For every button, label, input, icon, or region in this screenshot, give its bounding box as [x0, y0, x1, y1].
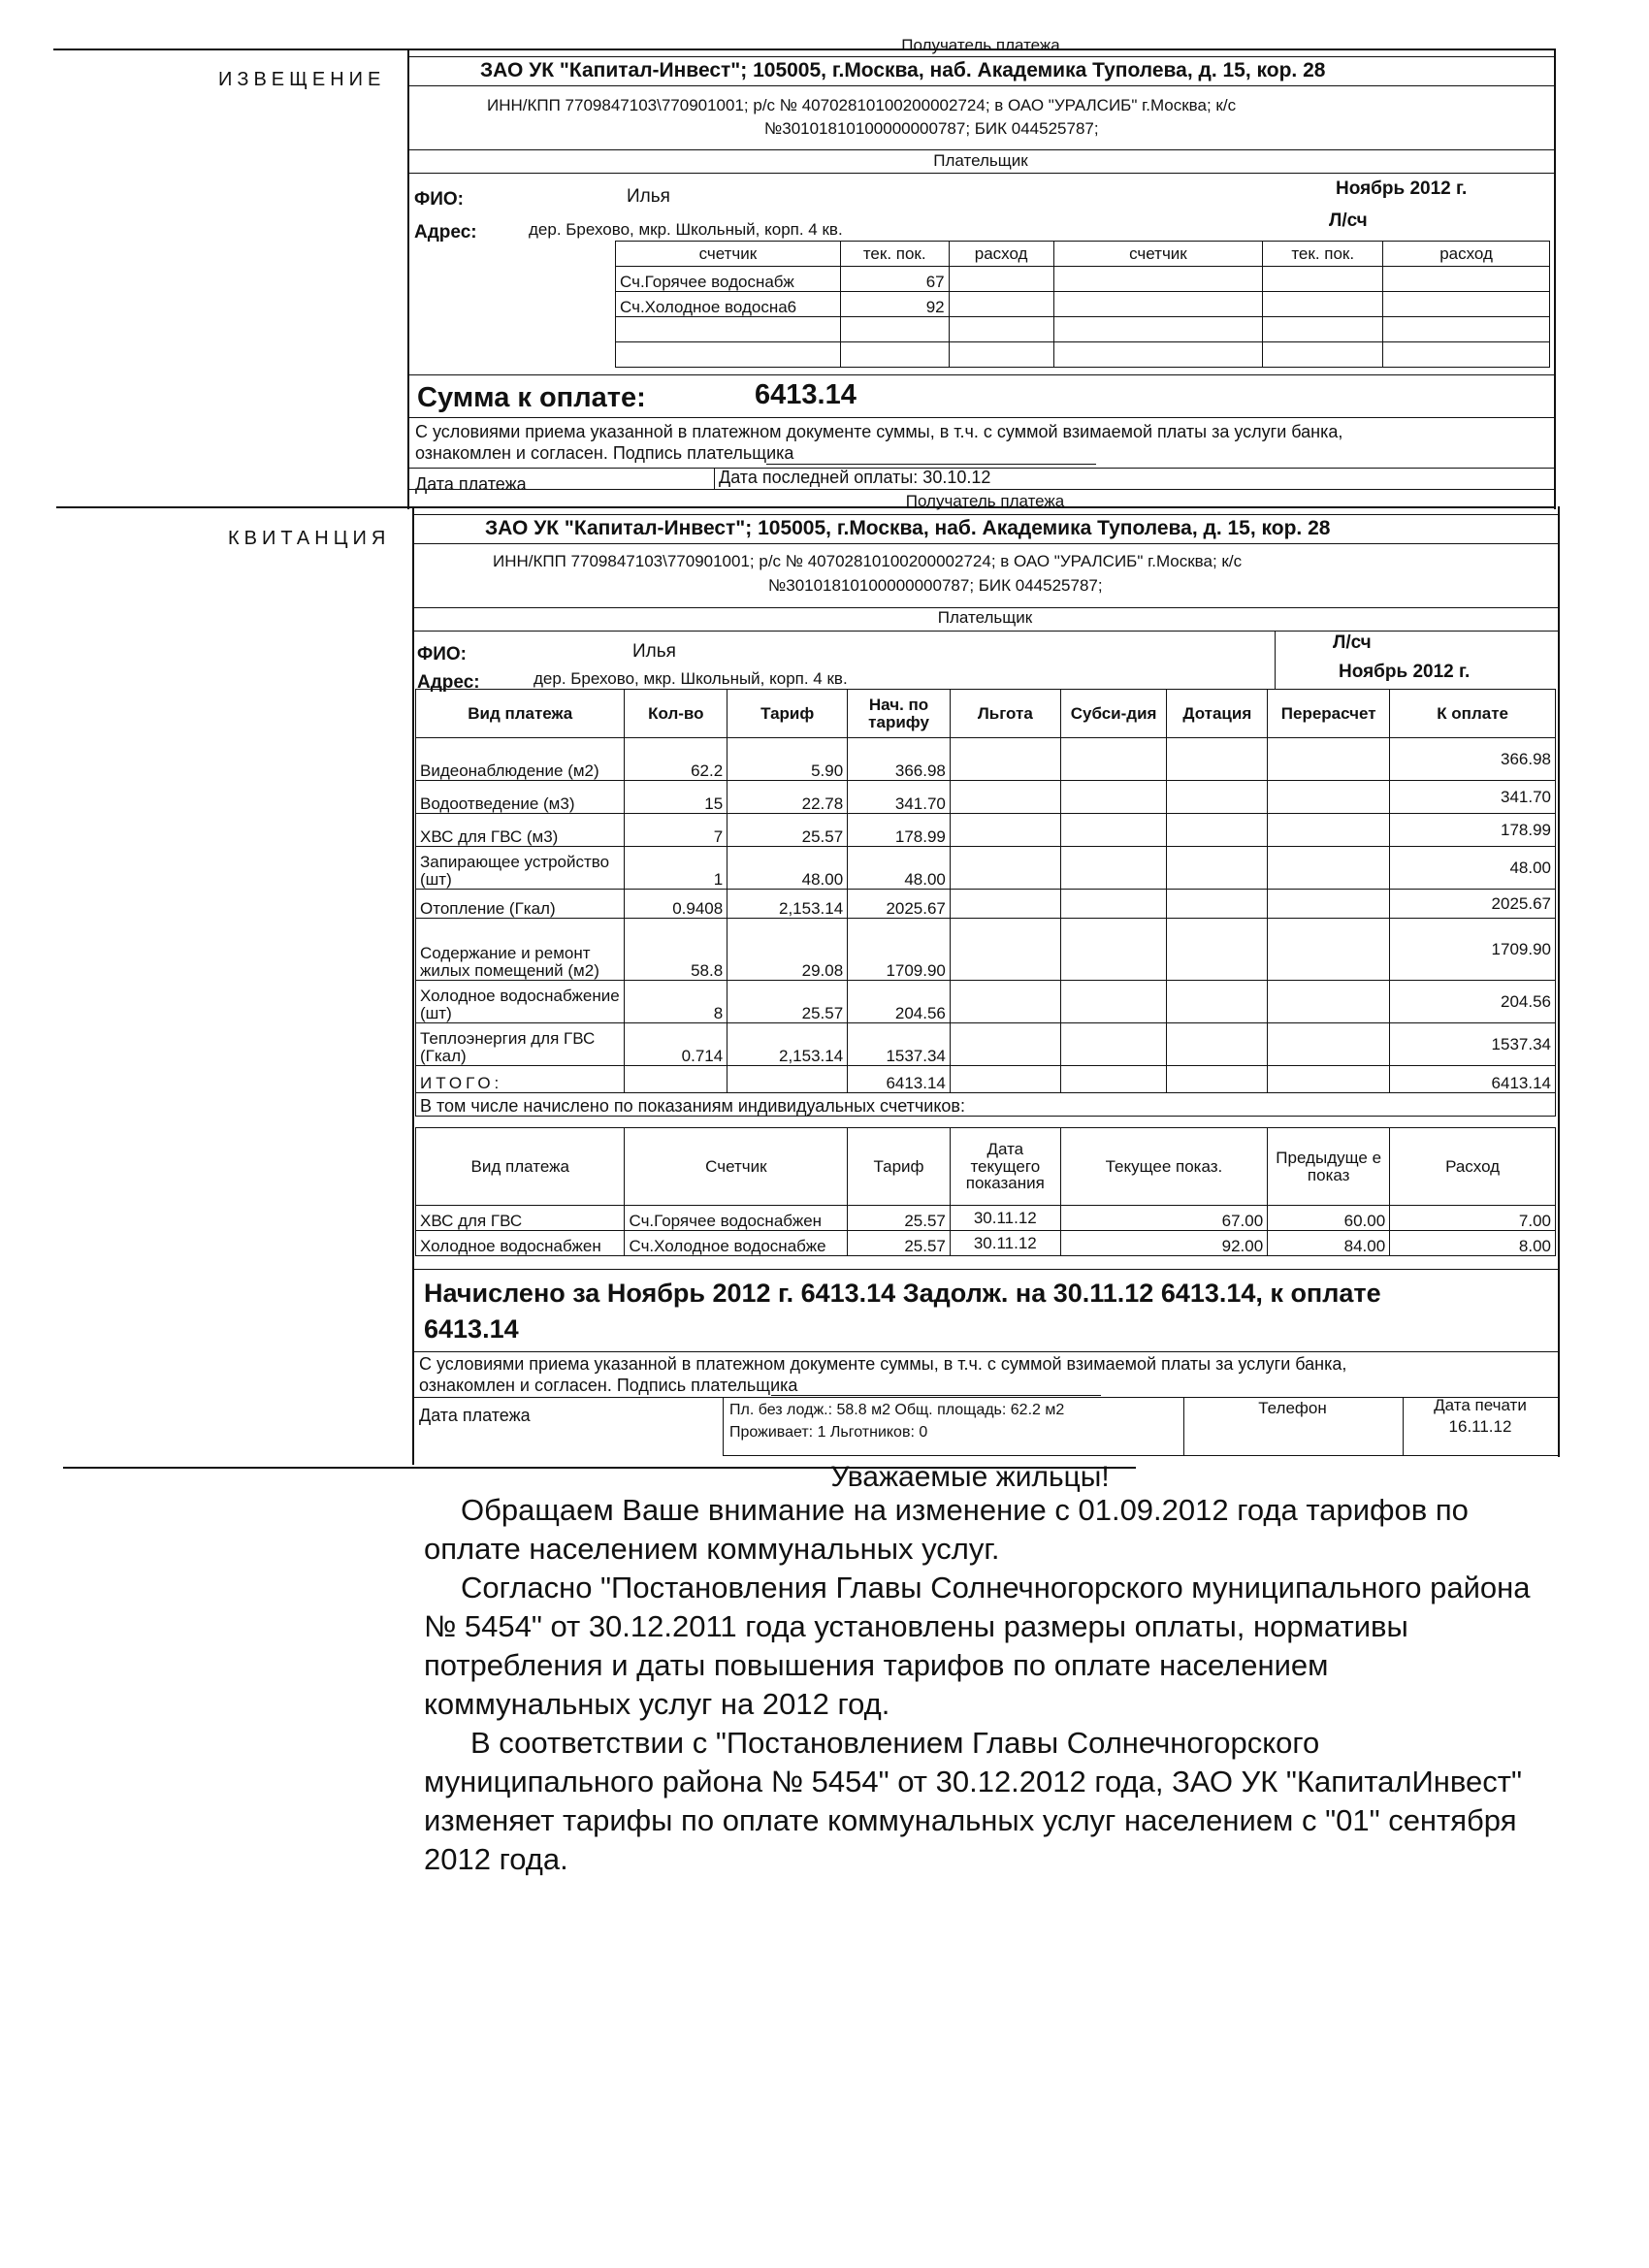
total-label: ИТОГО:	[416, 1066, 625, 1093]
fio-value: Илья	[627, 186, 670, 207]
qty: 62.2	[625, 738, 728, 781]
meter-name: Сч.Холодное водосна6	[616, 292, 841, 317]
accrued: 204.56	[848, 981, 951, 1023]
divider	[407, 149, 1554, 150]
account-label: Л/сч	[1329, 211, 1368, 231]
empty-cell	[1060, 738, 1167, 781]
accrued: 1709.90	[848, 919, 951, 981]
tariff: 25.57	[728, 814, 848, 847]
notice-right-rule	[1554, 49, 1556, 509]
individual-caption: В том числе начислено по показаниям индивидуальных счетчиков:	[416, 1093, 1556, 1117]
empty-cell	[1268, 1066, 1390, 1093]
empty-cell	[1053, 317, 1263, 342]
divider	[412, 1351, 1558, 1352]
tariff: 25.57	[848, 1231, 951, 1256]
empty-cell	[1268, 919, 1390, 981]
accrued: 2025.67	[848, 890, 951, 919]
empty-cell	[950, 1066, 1060, 1093]
header-previous-reading: Предыдуще е показ	[1268, 1128, 1390, 1206]
header-discount: Льгота	[950, 690, 1060, 738]
empty-cell	[1060, 1023, 1167, 1066]
recipient-bank-line1: ИНН/КПП 7709847103\770901001; р/с № 40702810100200002724; в ОАО "УРАЛСИБ" г.Москва; к/с	[487, 96, 1237, 114]
table-row	[416, 890, 1556, 919]
header-tariff: Тариф	[848, 1128, 951, 1206]
table-row	[416, 919, 1556, 981]
receipt-right-rule	[1558, 506, 1560, 1457]
header-current-reading: Текущее показ.	[1060, 1128, 1267, 1206]
empty-cell	[1060, 781, 1167, 814]
divider	[412, 1269, 1558, 1270]
address-label: Адрес:	[417, 672, 480, 693]
address-value: дер. Брехово, мкр. Школьный, корп. 4 кв.	[529, 220, 843, 239]
divider	[714, 468, 715, 489]
empty-cell	[1263, 317, 1383, 342]
fio-value: Илья	[632, 641, 676, 662]
empty-cell	[1268, 738, 1390, 781]
divider	[412, 514, 1558, 515]
meter-header: счетчик	[616, 242, 841, 267]
table-row	[616, 292, 1550, 317]
signature-line	[771, 1395, 1101, 1396]
divider	[407, 417, 1554, 418]
to-pay: 1709.90	[1390, 919, 1556, 981]
header-payment-type: Вид платежа	[416, 1128, 625, 1206]
residents-info: Проживает: 1 Льготников: 0	[729, 1424, 928, 1441]
consent-line1: С условиями приема указанной в платежном документе суммы, в т.ч. с суммой взимаемой платы за услуги банка,	[419, 1354, 1347, 1374]
to-pay: 2025.67	[1390, 890, 1556, 919]
header-reading-date: Дата текущего показания	[950, 1128, 1060, 1206]
empty-cell	[1263, 342, 1383, 368]
empty-cell	[1263, 292, 1383, 317]
empty-cell	[1167, 738, 1268, 781]
letter-body	[424, 1491, 1539, 1879]
to-pay: 204.56	[1390, 981, 1556, 1023]
table-row	[416, 1023, 1556, 1066]
fio-label: ФИО:	[417, 644, 467, 664]
meter-header: счетчик	[1053, 242, 1263, 267]
accrued: 341.70	[848, 781, 951, 814]
notice-meters-table	[615, 241, 1550, 368]
header-payment-type: Вид платежа	[416, 690, 625, 738]
empty-cell	[616, 342, 841, 368]
divider	[412, 1397, 1558, 1398]
total-row	[416, 1066, 1556, 1093]
empty-cell	[1268, 814, 1390, 847]
payment-type: Запирающее устройство (шт)	[416, 847, 625, 890]
last-payment-date: Дата последней оплаты: 30.10.12	[719, 468, 991, 487]
empty-cell	[1060, 1066, 1167, 1093]
summary-line1: Начислено за Ноябрь 2012 г. 6413.14 Задолж. на 30.11.12 6413.14, к оплате	[424, 1279, 1381, 1308]
header-to-pay: К оплате	[1390, 690, 1556, 738]
tariff: 22.78	[728, 781, 848, 814]
payment-type: Теплоэнергия для ГВС (Гкал)	[416, 1023, 625, 1066]
empty-cell	[1383, 317, 1550, 342]
previous-reading: 60.00	[1268, 1206, 1390, 1231]
divider	[407, 56, 1554, 57]
meter-name: Сч.Горячее водоснабжен	[625, 1206, 848, 1231]
table-row	[416, 781, 1556, 814]
empty-cell	[1268, 981, 1390, 1023]
receipt-pay-date: Дата платежа	[419, 1406, 531, 1425]
divider	[723, 1455, 1558, 1456]
empty-cell	[1060, 981, 1167, 1023]
payment-type: ХВС для ГВС	[416, 1206, 625, 1231]
table-row	[416, 981, 1556, 1023]
notice-section-label: ИЗВЕЩЕНИЕ	[218, 69, 386, 90]
meter-usage	[949, 292, 1053, 317]
recipient-bank-line2: №30101810100000000787; БИК 044525787;	[764, 119, 1099, 138]
header-qty: Кол-во	[625, 690, 728, 738]
letter-paragraph: В соответствии с "Постановлением Главы Солнечногорского муниципального района № 5454" от 30.12.2012 года, ЗАО УК "КапиталИнвест" изменяет тарифы по оплате коммунальных услуг населением с "01" сентября 2012 года.	[424, 1726, 1522, 1876]
empty-cell	[1268, 890, 1390, 919]
empty-cell	[616, 317, 841, 342]
empty-cell	[1060, 919, 1167, 981]
empty-cell	[950, 847, 1060, 890]
empty-cell	[1167, 1023, 1268, 1066]
empty-cell	[949, 317, 1053, 342]
empty-cell	[1060, 847, 1167, 890]
divider	[407, 489, 1554, 490]
header-accrued: Нач. по тарифу	[848, 690, 951, 738]
empty-cell	[728, 1066, 848, 1093]
table-row	[416, 847, 1556, 890]
payment-type: Видеонаблюдение (м2)	[416, 738, 625, 781]
recipient-label: Получатель платежа	[901, 36, 1060, 54]
tariff: 25.57	[848, 1206, 951, 1231]
table-row	[416, 738, 1556, 781]
to-pay: 178.99	[1390, 814, 1556, 847]
empty-cell	[1167, 847, 1268, 890]
empty-cell	[1167, 814, 1268, 847]
reading-date: 30.11.12	[950, 1206, 1060, 1231]
address-value: дер. Брехово, мкр. Школьный, корп. 4 кв.	[534, 669, 848, 688]
divider	[1275, 631, 1276, 689]
to-pay: 1537.34	[1390, 1023, 1556, 1066]
empty-cell	[1383, 267, 1550, 292]
empty-cell	[949, 342, 1053, 368]
header-grant: Дотация	[1167, 690, 1268, 738]
recipient-label: Получатель платежа	[905, 492, 1065, 510]
to-pay: 48.00	[1390, 847, 1556, 890]
header-recalc: Перерасчет	[1268, 690, 1390, 738]
table-row	[616, 267, 1550, 292]
letter-paragraph: Согласно "Постановления Главы Солнечногорского муниципального района № 5454" от 30.12.2011 года установлены размеры оплаты, нормативы потребления и даты повышения тарифов по оплате населением коммунальных услуг на 2012 год.	[424, 1571, 1531, 1721]
tariff: 25.57	[728, 981, 848, 1023]
notice-left-rule	[407, 49, 409, 509]
previous-reading: 84.00	[1268, 1231, 1390, 1256]
empty-cell	[950, 919, 1060, 981]
empty-cell	[1060, 814, 1167, 847]
address-label: Адрес:	[414, 222, 477, 243]
charges-table	[415, 689, 1556, 1117]
notice-total-label: Сумма к оплате:	[417, 382, 646, 413]
table-row	[416, 1231, 1556, 1256]
consent-line2: ознакомлен и согласен. Подпись плательщика	[419, 1376, 798, 1395]
accrued: 1537.34	[848, 1023, 951, 1066]
consent-line1: С условиями приема указанной в платежном документе суммы, в т.ч. с суммой взимаемой платы за услуги банка,	[415, 422, 1343, 441]
tariff: 2,153.14	[728, 1023, 848, 1066]
reading-header: тек. пок.	[1263, 242, 1383, 267]
divider	[407, 173, 1554, 174]
tariff: 5.90	[728, 738, 848, 781]
table-row	[416, 1206, 1556, 1231]
letter-paragraph: Обращаем Ваше внимание на изменение с 01.09.2012 года тарифов по оплате населением коммунальных услуг.	[424, 1493, 1469, 1566]
usage-header: расход	[1383, 242, 1550, 267]
empty-cell	[1268, 1023, 1390, 1066]
individual-meters-table	[415, 1127, 1556, 1256]
empty-cell	[1268, 781, 1390, 814]
period: Ноябрь 2012 г.	[1336, 178, 1468, 199]
meter-reading: 67	[840, 267, 949, 292]
payment-type: Содержание и ремонт жилых помещений (м2)	[416, 919, 625, 981]
qty: 0.9408	[625, 890, 728, 919]
empty-cell	[1060, 890, 1167, 919]
recipient-bank-line1: ИНН/КПП 7709847103\770901001; р/с № 40702810100200002724; в ОАО "УРАЛСИБ" г.Москва; к/с	[493, 552, 1243, 570]
qty: 15	[625, 781, 728, 814]
letter-title: Уважаемые жильцы!	[830, 1461, 1110, 1493]
empty-cell	[840, 342, 949, 368]
print-date-label: Дата печати	[1434, 1396, 1527, 1414]
phone-label: Телефон	[1258, 1399, 1327, 1417]
divider	[412, 631, 1558, 632]
qty: 1	[625, 847, 728, 890]
table-row	[416, 814, 1556, 847]
to-pay: 366.98	[1390, 738, 1556, 781]
accrued: 178.99	[848, 814, 951, 847]
header-tariff: Тариф	[728, 690, 848, 738]
empty-cell	[1167, 919, 1268, 981]
tariff: 48.00	[728, 847, 848, 890]
reading-date: 30.11.12	[950, 1231, 1060, 1256]
divider	[407, 374, 1554, 375]
header-subsidy: Субси-дия	[1060, 690, 1167, 738]
divider	[723, 1397, 724, 1455]
divider	[407, 85, 1554, 86]
qty: 58.8	[625, 919, 728, 981]
fio-label: ФИО:	[414, 189, 464, 210]
meter-name: Сч.Горячее водоснабж	[616, 267, 841, 292]
empty-cell	[1167, 981, 1268, 1023]
total-to-pay: 6413.14	[1390, 1066, 1556, 1093]
period: Ноябрь 2012 г.	[1339, 662, 1471, 682]
current-reading: 67.00	[1060, 1206, 1267, 1231]
consent-line2: ознакомлен и согласен. Подпись плательщика	[415, 443, 794, 463]
receipt-section-label: КВИТАНЦИЯ	[228, 528, 391, 549]
summary-line2: 6413.14	[424, 1314, 519, 1344]
recipient-name: ЗАО УК "Капитал-Инвест"; 105005, г.Москва, наб. Академика Туполева, д. 15, кор. 28	[480, 59, 1326, 81]
empty-cell	[625, 1066, 728, 1093]
empty-cell	[1263, 267, 1383, 292]
payment-type: Холодное водоснабжен	[416, 1231, 625, 1256]
divider	[412, 543, 1558, 544]
accrued: 48.00	[848, 847, 951, 890]
empty-cell	[840, 317, 949, 342]
usage: 8.00	[1390, 1231, 1556, 1256]
payment-type: Отопление (Гкал)	[416, 890, 625, 919]
payment-type: ХВС для ГВС (м3)	[416, 814, 625, 847]
header-usage: Расход	[1390, 1128, 1556, 1206]
empty-cell	[1053, 292, 1263, 317]
current-reading: 92.00	[1060, 1231, 1267, 1256]
empty-cell	[1167, 890, 1268, 919]
print-date: 16.11.12	[1448, 1417, 1512, 1436]
qty: 7	[625, 814, 728, 847]
area-info: Пл. без лодж.: 58.8 м2 Общ. площадь: 62.2 м2	[729, 1402, 1065, 1418]
usage-header: расход	[949, 242, 1053, 267]
payer-label: Плательщик	[933, 151, 1028, 170]
empty-cell	[1167, 1066, 1268, 1093]
payer-label: Плательщик	[937, 608, 1033, 627]
total-accrued: 6413.14	[848, 1066, 951, 1093]
recipient-name: ЗАО УК "Капитал-Инвест"; 105005, г.Москва, наб. Академика Туполева, д. 15, кор. 28	[485, 517, 1331, 539]
usage: 7.00	[1390, 1206, 1556, 1231]
empty-cell	[950, 738, 1060, 781]
payment-type: Водоотведение (м3)	[416, 781, 625, 814]
empty-cell	[950, 981, 1060, 1023]
meter-name: Сч.Холодное водоснабже	[625, 1231, 848, 1256]
empty-cell	[950, 814, 1060, 847]
empty-cell	[1167, 781, 1268, 814]
meter-usage	[949, 267, 1053, 292]
recipient-bank-line2: №30101810100000000787; БИК 044525787;	[768, 576, 1103, 595]
empty-cell	[1268, 847, 1390, 890]
receipt-left-rule	[412, 506, 414, 1465]
notice-pay-date: Дата платежа	[415, 474, 527, 494]
empty-cell	[1383, 342, 1550, 368]
header-meter: Счетчик	[625, 1128, 848, 1206]
meter-reading: 92	[840, 292, 949, 317]
signature-line	[766, 464, 1096, 465]
reading-header: тек. пок.	[840, 242, 949, 267]
empty-cell	[1053, 267, 1263, 292]
tariff: 2,153.14	[728, 890, 848, 919]
to-pay: 341.70	[1390, 781, 1556, 814]
empty-cell	[950, 781, 1060, 814]
empty-cell	[950, 1023, 1060, 1066]
tariff: 29.08	[728, 919, 848, 981]
empty-cell	[950, 890, 1060, 919]
payment-type: Холодное водоснабжение (шт)	[416, 981, 625, 1023]
empty-cell	[1383, 292, 1550, 317]
qty: 0.714	[625, 1023, 728, 1066]
empty-cell	[1053, 342, 1263, 368]
account-label: Л/сч	[1333, 632, 1372, 653]
accrued: 366.98	[848, 738, 951, 781]
qty: 8	[625, 981, 728, 1023]
notice-total-value: 6413.14	[755, 379, 857, 410]
